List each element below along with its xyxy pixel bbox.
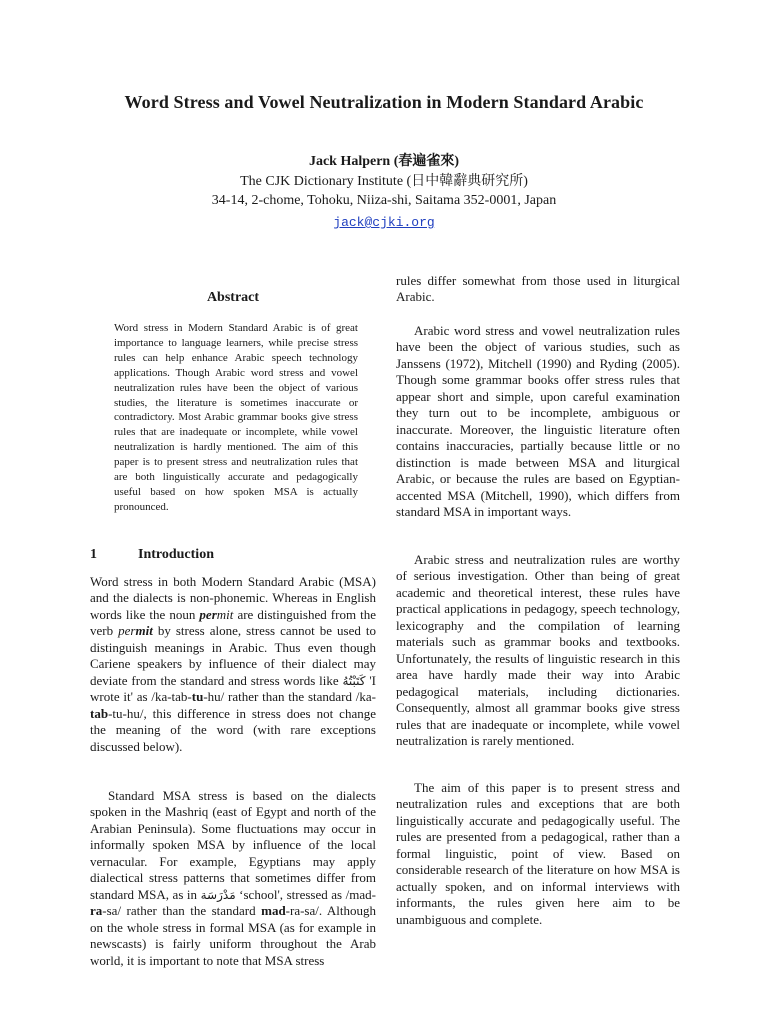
text-run: -sa/ rather than the standard	[102, 903, 262, 919]
paper-title: Word Stress and Vowel Neutralization in Modern Standard Arabic	[124, 92, 644, 112]
section-heading	[90, 547, 376, 563]
arabic-word: كَتَبْتُهُ	[342, 673, 366, 688]
section-title: Introduction	[138, 547, 214, 562]
stressed-syllable: mit	[135, 623, 153, 639]
text-run: by stress alone, stress cannot be used to distinguish meanings in Arabic. Thus even though Cariene speakers by influence of their dialect may deviate from the standard and stress words like	[90, 623, 376, 688]
stressed-syllable: mad	[261, 903, 286, 919]
unstressed-syllable: per	[118, 623, 136, 639]
text-run: -ra-sa/. Although on the whole stress in formal MSA (as for example in newscasts) is fairly uniform throughout the Arab world, it is important to note that MSA stress	[90, 903, 377, 968]
text-run: Standard MSA stress is based on the dialects spoken in the Mashriq (east of Egypt and north of the Arabian Peninsula). Some fluctuations may occur in informally spoken MSA by influence of the local vernacular. For example, Egyptians may apply dialectical stress patterns that sometimes differ from standard MSA, as in	[90, 788, 376, 902]
abstract-heading: Abstract	[206, 290, 260, 305]
author-email-link[interactable]: jack@cjki.org	[333, 215, 435, 230]
unstressed-syllable: mit	[216, 606, 234, 622]
author-address: 34-14, 2-chome, Tohoku, Niiza-shi, Saitama 352-0001, Japan	[211, 193, 557, 208]
section-number: 1	[90, 547, 97, 562]
author-affiliation: The CJK Dictionary Institute (日中韓辭典研究所)	[240, 174, 528, 189]
stressed-syllable: ra	[90, 903, 103, 919]
text-run: -hu/ rather than the standard /ka-	[203, 689, 376, 705]
text-run: 'I wrote it' as /ka-tab-	[90, 672, 377, 705]
stressed-syllable: tu	[191, 689, 204, 705]
intro-paragraph-6: The aim of this paper is to present stress and neutralization rules and exceptions that are both linguistically accurate and pedagogically useful. The rules are presented from a pedagogical, rather than a formal linguistic, point of view. Based on considerable research of the literature on how MSA is actually spoken, and on informal interviews with informants, the rules given here aim to be unambiguous and complete.	[396, 780, 680, 927]
author-name: Jack Halpern (春遍雀來)	[308, 154, 460, 169]
text-run: -tu-hu/, this difference in stress does not change the meaning of the word (with rare exceptions discussed below).	[90, 705, 376, 754]
stressed-syllable: tab	[90, 705, 109, 721]
text-run: ‘school', stressed as /mad-	[235, 886, 376, 902]
stressed-syllable: per	[199, 606, 217, 622]
text-run: Word stress in both Modern Standard Arabic (MSA) and the dialects is non-phonemic. Whereas in English words like the noun	[90, 574, 376, 622]
intro-paragraph-2	[90, 788, 376, 969]
abstract-text: Word stress in Modern Standard Arabic is of great importance to language learners, while precise stress rules can help enhance Arabic speech technology applications. Though Arabic word stress and vowel neutralization rules have been the object of various studies, the literature is sometimes inaccurate or contradictory. Most Arabic grammar books give stress rules that are inadequate or incomplete, while vowel neutralization is hardly mentioned. The aim of this paper is to present stress and neutralization rules that are both linguistically accurate and pedagogically useful based on how spoken MSA is actually pronounced.	[114, 322, 358, 513]
text-run: are distinguished from the verb	[90, 606, 377, 639]
arabic-word: مَدْرَسَة	[200, 887, 236, 902]
intro-paragraph-5: Arabic stress and neutralization rules are worthy of serious investigation. Other than being of great academic and theoretical interest, these rules have practical applications in pedagogy, speech technology, lexicography and the compilation of learning materials such as grammar books and textbooks. Unfortunately, the results of linguistic research in this area have hardly made their way into Arabic pedagogical materials, including dictionaries. Consequently, almost all grammar books give stress rules that are inadequate or incomplete, while vowel neutralization is rarely mentioned.	[396, 552, 680, 748]
intro-paragraph-3: rules differ somewhat from those used in liturgical Arabic.	[396, 273, 680, 305]
intro-paragraph-4: Arabic word stress and vowel neutralization rules have been the object of various studies, such as Janssens (1972), Mitchell (1990) and Ryding (2005). Though some grammar books offer stress rules that appear short and simple, upon careful examination they turn out to be incomplete, ambiguous or inaccurate. Moreover, the linguistic literature often contains inaccuracies, partially because little or no distinction is made between MSA and liturgical Arabic, or because the rules are based on Egyptian-accented MSA (Mitchell, 1990), which differs from standard MSA in important ways.	[396, 323, 680, 519]
intro-paragraph-1	[90, 574, 376, 755]
